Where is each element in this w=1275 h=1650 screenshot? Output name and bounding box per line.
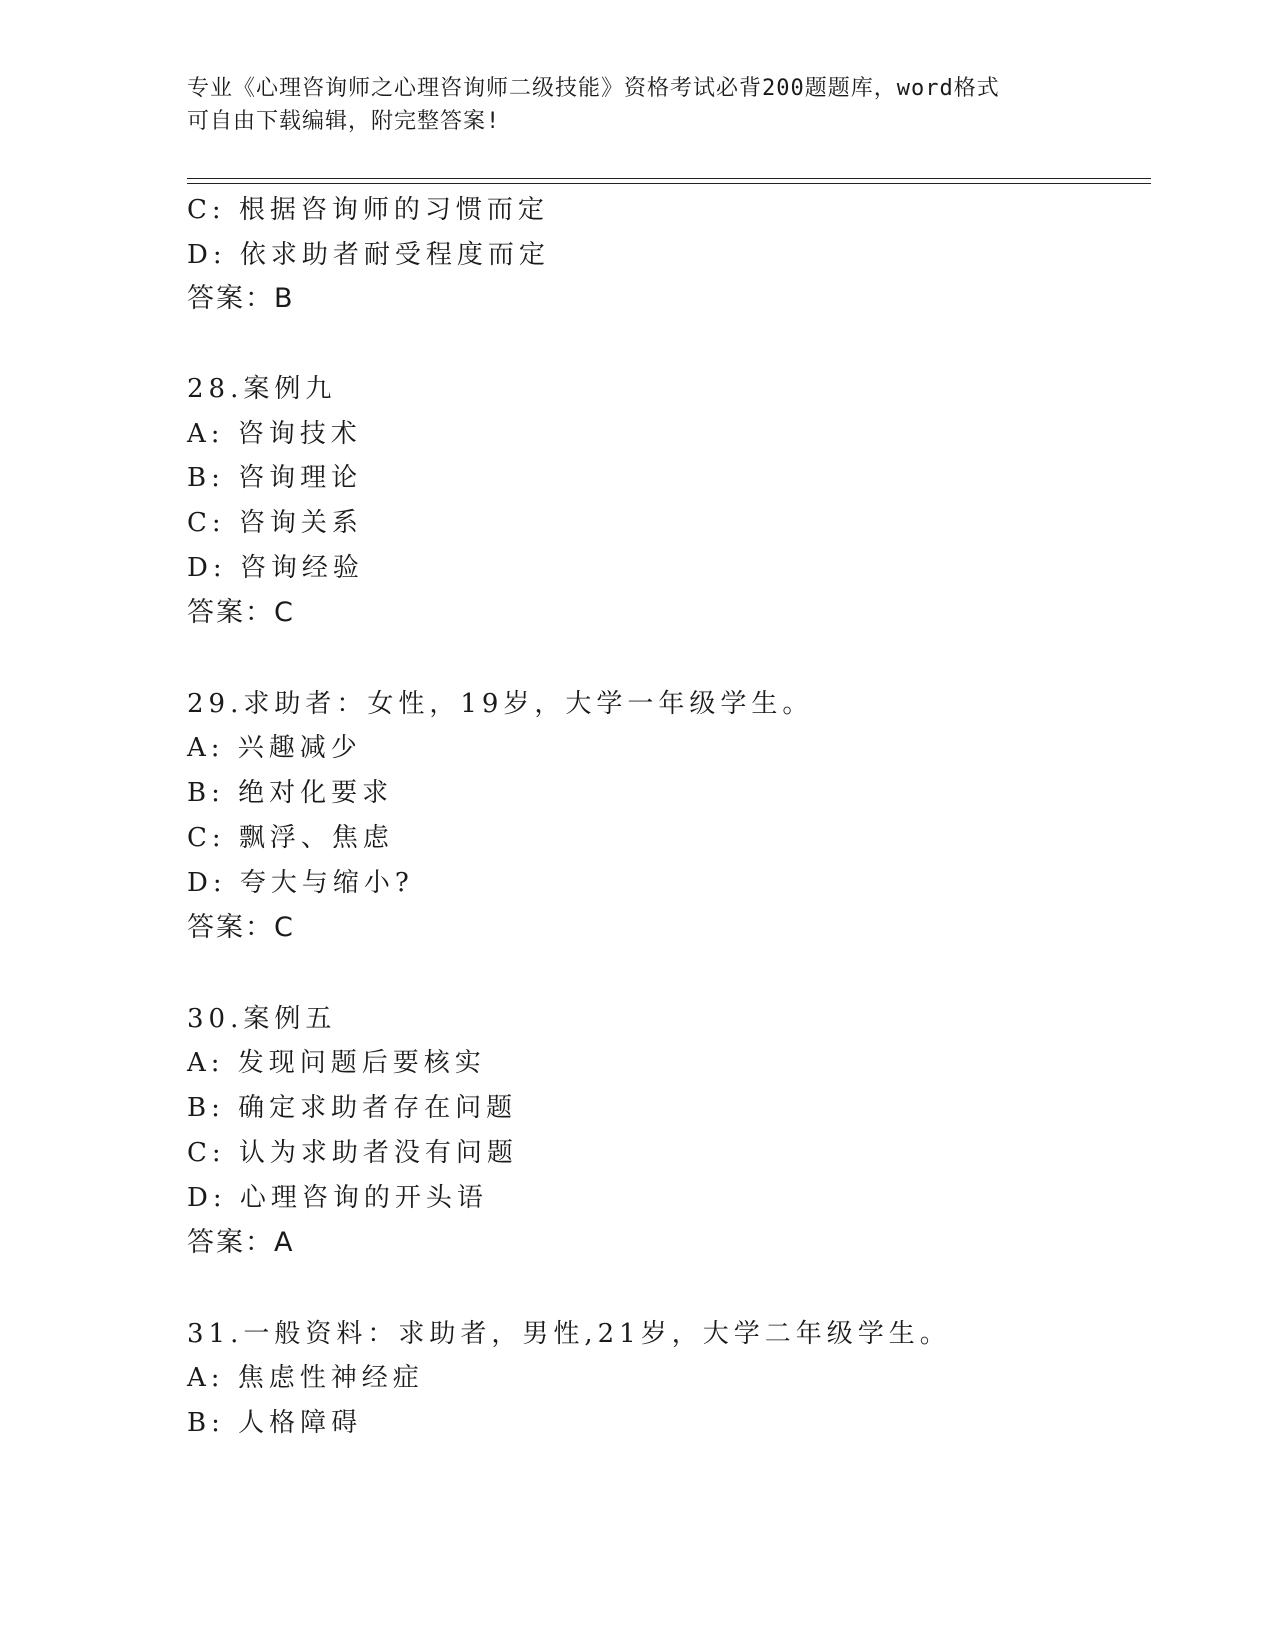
option-c-27: C: 根据咨询师的习惯而定 <box>187 195 549 225</box>
answer-29: 答案：C <box>187 912 295 943</box>
question-30: 30.案例五 <box>187 1004 337 1034</box>
option-d-27: D: 依求助者耐受程度而定 <box>187 240 550 270</box>
question-31: 31.一般资料：求助者，男性,21岁，大学二年级学生。 <box>187 1319 951 1349</box>
option-b-31: B: 人格障碍 <box>187 1408 363 1438</box>
answer-27: 答案：B <box>187 283 295 314</box>
option-a-31: A: 焦虑性神经症 <box>187 1363 424 1393</box>
option-c-30: C: 认为求助者没有问题 <box>187 1138 518 1168</box>
header-divider-bottom <box>187 183 1151 184</box>
option-c-28: C: 咨询关系 <box>187 508 363 538</box>
header-title-line-2: 可自由下载编辑，附完整答案! <box>187 109 501 134</box>
option-a-30: A: 发现问题后要核实 <box>187 1048 486 1078</box>
document-header <box>187 72 1087 138</box>
answer-28: 答案：C <box>187 597 295 628</box>
option-a-29: A: 兴趣减少 <box>187 733 362 763</box>
question-28: 28.案例九 <box>187 374 337 404</box>
option-b-30: B: 确定求助者存在问题 <box>187 1093 518 1123</box>
option-b-28: B: 咨询理论 <box>187 463 363 493</box>
header-title-line-1: 专业《心理咨询师之心理咨询师二级技能》资格考试必背200题题库，word格式 <box>187 76 1000 101</box>
option-d-28: D: 咨询经验 <box>187 553 364 583</box>
option-d-30: D: 心理咨询的开头语 <box>187 1183 488 1213</box>
header-divider-top <box>187 178 1151 179</box>
option-b-29: B: 绝对化要求 <box>187 778 394 808</box>
option-a-28: A: 咨询技术 <box>187 419 362 449</box>
question-29: 29.求助者：女性，19岁，大学一年级学生。 <box>187 689 814 719</box>
option-c-29: C: 飘浮、焦虑 <box>187 823 394 853</box>
answer-30: 答案：A <box>187 1227 295 1258</box>
option-d-29: D: 夸大与缩小? <box>187 868 414 898</box>
